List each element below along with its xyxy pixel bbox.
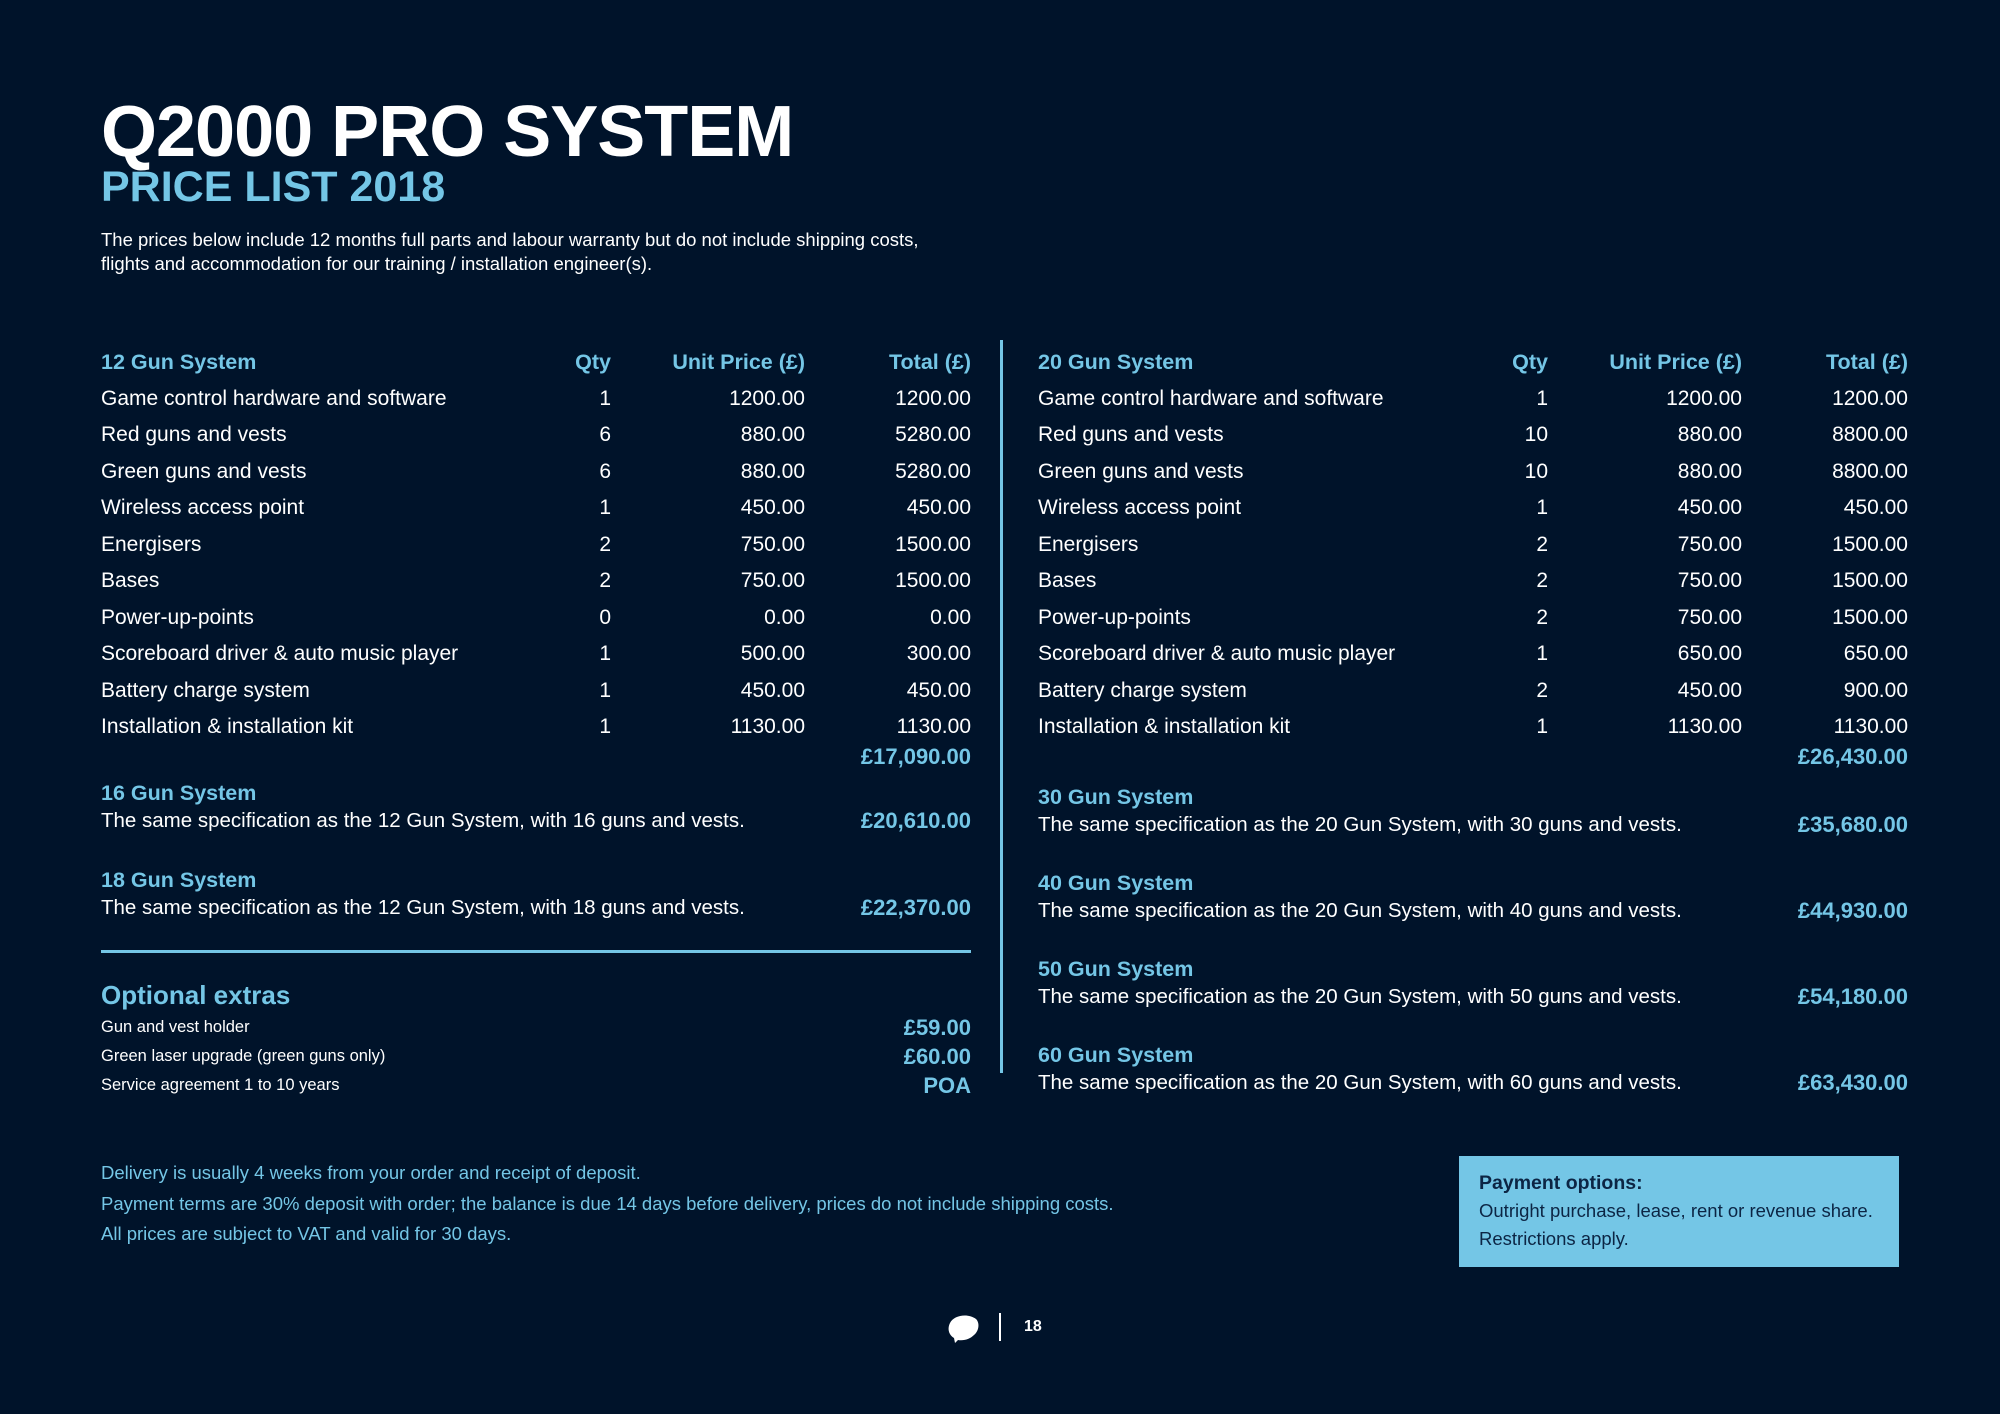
note-line-2: Payment terms are 30% deposit with order; the balance is due 14 days before delivery, prices do not include shipping costs. bbox=[101, 1192, 1114, 1214]
item-qty: 0 bbox=[599, 605, 611, 629]
system-price: £44,930.00 bbox=[1797, 898, 1908, 923]
optional-extras-title: Optional extras bbox=[101, 980, 291, 1010]
item-name: Green guns and vests bbox=[101, 459, 307, 483]
table-row bbox=[101, 454, 971, 491]
table-title: 20 Gun System bbox=[1038, 350, 1194, 374]
system-desc: The same specification as the 12 Gun System, with 16 guns and vests. bbox=[101, 809, 745, 832]
footer-separator bbox=[999, 1313, 1001, 1341]
item-qty: 6 bbox=[599, 423, 611, 446]
table-20-gun-system bbox=[1038, 344, 1908, 769]
table-row bbox=[1038, 454, 1908, 491]
payment-title: Payment options: bbox=[1479, 1172, 1643, 1194]
item-total: 450.00 bbox=[906, 678, 971, 702]
item-name: Power-up-points bbox=[101, 605, 254, 629]
table-header-row bbox=[101, 344, 971, 381]
item-name: Game control hardware and software bbox=[101, 386, 447, 410]
item-qty: 2 bbox=[1536, 569, 1548, 592]
item-total: 900.00 bbox=[1843, 678, 1908, 702]
item-qty: 1 bbox=[599, 496, 611, 519]
system-title: 60 Gun System bbox=[1038, 1043, 1194, 1067]
unit-price-header: Unit Price (£) bbox=[1609, 350, 1742, 374]
note-line-3: All prices are subject to VAT and valid for 30 days. bbox=[101, 1223, 512, 1244]
extra-name: Green laser upgrade (green guns only) bbox=[101, 1047, 386, 1065]
system-desc: The same specification as the 20 Gun System, with 40 guns and vests. bbox=[1038, 899, 1682, 922]
table-row bbox=[1038, 527, 1908, 564]
intro-text bbox=[101, 228, 981, 276]
item-name: Red guns and vests bbox=[1038, 423, 1224, 446]
item-total: 1500.00 bbox=[1832, 605, 1908, 629]
table-row bbox=[1038, 490, 1908, 527]
item-unit-price: 450.00 bbox=[740, 496, 805, 519]
system-price: £20,610.00 bbox=[860, 808, 971, 833]
item-total: 1500.00 bbox=[895, 569, 971, 592]
item-unit-price: 1130.00 bbox=[1667, 715, 1742, 738]
table-row bbox=[101, 636, 971, 673]
intro-line-2: flights and accommodation for our training / installation engineer(s). bbox=[101, 253, 653, 274]
table-sum: £26,430.00 bbox=[1797, 744, 1908, 769]
item-unit-price: 880.00 bbox=[740, 459, 805, 483]
extra-price: POA bbox=[923, 1073, 971, 1098]
item-qty: 1 bbox=[1536, 386, 1548, 410]
table-row bbox=[101, 490, 971, 527]
table-12-gun-system bbox=[101, 344, 971, 769]
item-name: Energisers bbox=[101, 532, 202, 556]
table-row bbox=[1038, 381, 1908, 418]
system-desc: The same specification as the 20 Gun System, with 50 guns and vests. bbox=[1038, 985, 1682, 1008]
item-name: Green guns and vests bbox=[1038, 459, 1244, 483]
table-row bbox=[101, 527, 971, 564]
item-name: Battery charge system bbox=[101, 678, 310, 702]
table-header-row bbox=[1038, 344, 1908, 381]
table-row bbox=[101, 709, 971, 746]
item-name: Battery charge system bbox=[1038, 678, 1247, 702]
table-row bbox=[101, 673, 971, 710]
item-total: 1200.00 bbox=[1832, 386, 1908, 410]
payment-line-1: Outright purchase, lease, rent or revenue share. bbox=[1479, 1200, 1873, 1221]
table-title: 12 Gun System bbox=[101, 350, 257, 374]
item-unit-price: 750.00 bbox=[1677, 569, 1742, 592]
item-unit-price: 750.00 bbox=[1677, 605, 1742, 629]
item-qty: 2 bbox=[1536, 678, 1548, 702]
system-desc: The same specification as the 12 Gun System, with 18 guns and vests. bbox=[101, 896, 745, 919]
item-qty: 1 bbox=[1536, 642, 1548, 665]
total-header: Total (£) bbox=[888, 350, 971, 374]
column-divider bbox=[1000, 340, 1003, 1073]
item-qty: 10 bbox=[1524, 459, 1548, 483]
item-name: Wireless access point bbox=[101, 496, 305, 519]
item-qty: 1 bbox=[1536, 715, 1548, 738]
item-name: Bases bbox=[101, 569, 160, 592]
item-qty: 1 bbox=[599, 386, 611, 410]
item-total: 1130.00 bbox=[896, 715, 971, 738]
item-total: 450.00 bbox=[1843, 496, 1908, 519]
item-total: 650.00 bbox=[1843, 642, 1908, 665]
item-qty: 10 bbox=[1524, 423, 1548, 446]
item-name: Installation & installation kit bbox=[1038, 715, 1291, 738]
table-row bbox=[1038, 636, 1908, 673]
item-qty: 1 bbox=[599, 715, 611, 738]
section-divider bbox=[101, 950, 971, 953]
item-unit-price: 650.00 bbox=[1677, 642, 1742, 665]
table-row bbox=[1038, 563, 1908, 600]
system-title: 18 Gun System bbox=[101, 868, 257, 892]
page-number: 18 bbox=[1024, 1318, 1042, 1335]
item-qty: 1 bbox=[599, 678, 611, 702]
total-header: Total (£) bbox=[1825, 350, 1908, 374]
item-unit-price: 750.00 bbox=[1677, 532, 1742, 556]
extra-item bbox=[101, 1013, 971, 1042]
item-name: Power-up-points bbox=[1038, 605, 1191, 629]
table-row bbox=[101, 381, 971, 418]
table-row bbox=[1038, 417, 1908, 454]
table-sum: £17,090.00 bbox=[860, 744, 971, 769]
item-unit-price: 880.00 bbox=[740, 423, 805, 446]
system-title: 50 Gun System bbox=[1038, 957, 1194, 981]
item-total: 1500.00 bbox=[895, 532, 971, 556]
item-qty: 1 bbox=[599, 642, 611, 665]
item-qty: 2 bbox=[1536, 532, 1548, 556]
terms-notes bbox=[101, 1158, 1114, 1250]
item-unit-price: 750.00 bbox=[740, 569, 805, 592]
extra-price: £59.00 bbox=[903, 1015, 971, 1040]
item-unit-price: 1200.00 bbox=[1666, 386, 1742, 410]
system-price: £54,180.00 bbox=[1797, 984, 1908, 1009]
system-18-gun bbox=[101, 866, 971, 922]
system-title: 40 Gun System bbox=[1038, 871, 1194, 895]
system-price: £63,430.00 bbox=[1797, 1070, 1908, 1095]
item-total: 450.00 bbox=[906, 496, 971, 519]
system-30-gun bbox=[1038, 783, 1908, 839]
system-desc: The same specification as the 20 Gun System, with 60 guns and vests. bbox=[1038, 1071, 1682, 1094]
item-unit-price: 880.00 bbox=[1677, 459, 1742, 483]
item-name: Energisers bbox=[1038, 532, 1139, 556]
table-row bbox=[101, 600, 971, 637]
item-qty: 2 bbox=[599, 532, 611, 556]
item-total: 8800.00 bbox=[1832, 459, 1908, 483]
extra-name: Gun and vest holder bbox=[101, 1018, 250, 1036]
item-name: Scoreboard driver & auto music player bbox=[1038, 642, 1396, 665]
system-title: 30 Gun System bbox=[1038, 785, 1194, 809]
item-name: Bases bbox=[1038, 569, 1097, 592]
table-row bbox=[1038, 709, 1908, 746]
system-desc: The same specification as the 20 Gun System, with 30 guns and vests. bbox=[1038, 813, 1682, 836]
item-unit-price: 0.00 bbox=[764, 605, 805, 629]
item-total: 1130.00 bbox=[1833, 715, 1908, 738]
item-total: 300.00 bbox=[906, 642, 971, 665]
item-name: Scoreboard driver & auto music player bbox=[101, 642, 459, 665]
item-unit-price: 450.00 bbox=[740, 678, 805, 702]
item-name: Game control hardware and software bbox=[1038, 386, 1384, 410]
page-subtitle: PRICE LIST 2018 bbox=[101, 163, 446, 211]
extra-price: £60.00 bbox=[903, 1044, 971, 1069]
system-16-gun bbox=[101, 779, 971, 835]
system-40-gun bbox=[1038, 869, 1908, 925]
system-50-gun bbox=[1038, 955, 1908, 1011]
item-unit-price: 1200.00 bbox=[729, 386, 805, 410]
item-unit-price: 750.00 bbox=[740, 532, 805, 556]
item-unit-price: 500.00 bbox=[740, 642, 805, 665]
intro-line-1: The prices below include 12 months full parts and labour warranty but do not include shipping costs, bbox=[101, 229, 919, 250]
qty-header: Qty bbox=[575, 350, 611, 374]
table-row bbox=[101, 417, 971, 454]
system-60-gun bbox=[1038, 1041, 1908, 1097]
item-name: Installation & installation kit bbox=[101, 715, 354, 738]
item-unit-price: 450.00 bbox=[1677, 496, 1742, 519]
payment-options-box bbox=[1459, 1156, 1899, 1267]
page-title: Q2000 PRO SYSTEM bbox=[101, 92, 794, 172]
qty-header: Qty bbox=[1512, 350, 1548, 374]
system-title: 16 Gun System bbox=[101, 781, 257, 805]
extra-name: Service agreement 1 to 10 years bbox=[101, 1076, 340, 1094]
item-name: Red guns and vests bbox=[101, 423, 287, 446]
item-qty: 2 bbox=[1536, 605, 1548, 629]
table-row bbox=[101, 563, 971, 600]
item-total: 1200.00 bbox=[895, 386, 971, 410]
payment-line-2: Restrictions apply. bbox=[1479, 1228, 1629, 1249]
item-qty: 1 bbox=[1536, 496, 1548, 519]
item-unit-price: 880.00 bbox=[1677, 423, 1742, 446]
table-row bbox=[1038, 600, 1908, 637]
extra-item bbox=[101, 1042, 971, 1071]
system-price: £35,680.00 bbox=[1797, 812, 1908, 837]
unit-price-header: Unit Price (£) bbox=[672, 350, 805, 374]
system-price: £22,370.00 bbox=[860, 895, 971, 920]
item-total: 5280.00 bbox=[895, 423, 971, 446]
brand-logo-icon bbox=[946, 1313, 980, 1343]
item-unit-price: 450.00 bbox=[1677, 678, 1742, 702]
item-qty: 2 bbox=[599, 569, 611, 592]
item-total: 0.00 bbox=[930, 605, 971, 629]
item-qty: 6 bbox=[599, 459, 611, 483]
item-name: Wireless access point bbox=[1038, 496, 1242, 519]
extra-item bbox=[101, 1071, 971, 1100]
item-unit-price: 1130.00 bbox=[730, 715, 805, 738]
note-line-1: Delivery is usually 4 weeks from your order and receipt of deposit. bbox=[101, 1162, 641, 1183]
item-total: 5280.00 bbox=[895, 459, 971, 483]
item-total: 1500.00 bbox=[1832, 532, 1908, 556]
table-row bbox=[1038, 673, 1908, 710]
item-total: 8800.00 bbox=[1832, 423, 1908, 446]
item-total: 1500.00 bbox=[1832, 569, 1908, 592]
